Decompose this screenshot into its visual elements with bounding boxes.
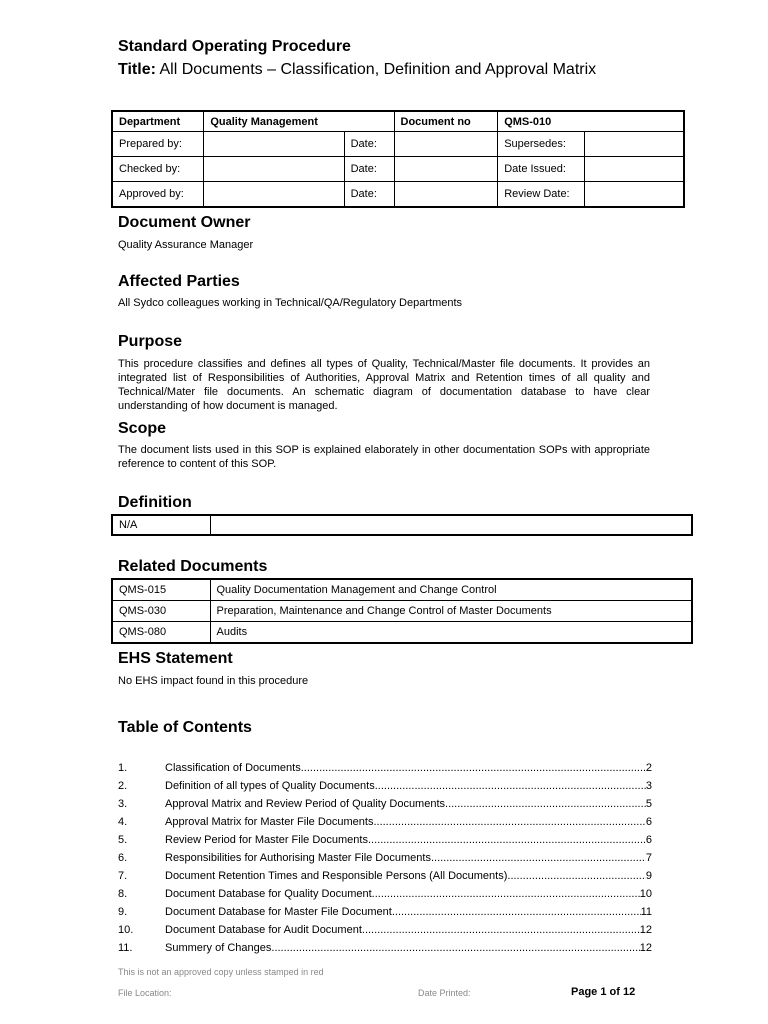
- department-value: Quality Management: [204, 111, 394, 132]
- toc-leader: [373, 816, 645, 828]
- ehs-heading: EHS Statement: [118, 650, 233, 667]
- document-title: [118, 61, 596, 79]
- toc-leader: [507, 870, 645, 882]
- related-doc-title: Quality Documentation Management and Change Control: [210, 579, 692, 601]
- toc-page: 12: [639, 924, 652, 936]
- toc-title: Classification of Documents: [165, 762, 301, 774]
- date-label: Date:: [344, 182, 394, 208]
- table-row: [112, 579, 692, 601]
- department-row: [112, 111, 684, 132]
- toc-entry[interactable]: [118, 903, 652, 921]
- toc-heading: Table of Contents: [118, 719, 252, 736]
- checked-row: [112, 157, 684, 182]
- toc-leader: [372, 888, 640, 900]
- affected-parties-text: All Sydco colleagues working in Technical/QA/Regulatory Departments: [118, 297, 463, 309]
- toc-title: Approval Matrix for Master File Documents: [165, 816, 374, 828]
- related-doc-title: Preparation, Maintenance and Change Control of Master Documents: [210, 601, 692, 622]
- toc-title: Responsibilities for Authorising Master File Documents: [165, 852, 431, 864]
- signature-cell: [204, 132, 344, 157]
- ehs-text: No EHS impact found in this procedure: [118, 675, 309, 687]
- toc-entry[interactable]: [118, 885, 652, 903]
- signature-cell: [204, 182, 344, 208]
- date-cell: [394, 157, 498, 182]
- toc-leader: [375, 780, 646, 792]
- table-row: [112, 622, 692, 644]
- toc-title: Definition of all types of Quality Documents: [165, 780, 375, 792]
- right-value-cell: [585, 182, 684, 208]
- purpose-heading: Purpose: [118, 333, 183, 350]
- right-value-cell: [585, 157, 684, 182]
- footer-copy-note: This is not an approved copy unless stamped in red: [118, 967, 324, 977]
- toc-leader: [301, 762, 646, 774]
- toc-entry[interactable]: [118, 813, 652, 831]
- definition-term: N/A: [112, 515, 210, 535]
- title-prefix: Title:: [118, 61, 156, 78]
- date-label: Date:: [344, 132, 394, 157]
- toc-entry[interactable]: [118, 831, 652, 849]
- purpose-text: This procedure classifies and defines all types of Quality, Technical/Master file documents. It provides an integrated list of Responsibilities of Authorities, Approval Matrix and Retention times of all quality and Technical/Mater file documents. An schematic diagram of documentation database to have clear understanding of how document is managed.: [118, 358, 650, 412]
- toc-number: 1.: [118, 762, 128, 774]
- sop-label: Standard Operating Procedure: [118, 38, 351, 55]
- toc-leader: [445, 798, 646, 810]
- toc-title: Document Database for Audit Document: [165, 924, 362, 936]
- table-of-contents: [118, 759, 652, 957]
- approved-row: [112, 182, 684, 208]
- toc-entry[interactable]: [118, 921, 652, 939]
- definition-heading: Definition: [118, 494, 192, 511]
- role-label: Approved by:: [112, 182, 204, 208]
- table-row: [112, 601, 692, 622]
- right-label: Review Date:: [498, 182, 585, 208]
- right-label: Date Issued:: [498, 157, 585, 182]
- date-cell: [394, 132, 498, 157]
- toc-number: 3.: [118, 798, 128, 810]
- department-label: Department: [112, 111, 204, 132]
- toc-title: Approval Matrix and Review Period of Quality Documents: [165, 798, 446, 810]
- toc-page: 5: [645, 798, 652, 810]
- toc-number: 8.: [118, 888, 128, 900]
- toc-entry[interactable]: [118, 867, 652, 885]
- toc-entry[interactable]: [118, 849, 652, 867]
- document-owner-heading: Document Owner: [118, 214, 251, 231]
- related-doc-code: QMS-080: [112, 622, 210, 644]
- toc-leader: [392, 906, 641, 918]
- related-documents-heading: Related Documents: [118, 558, 268, 575]
- toc-leader: [431, 852, 646, 864]
- toc-title: Document Retention Times and Responsible Persons (All Documents): [165, 870, 508, 882]
- prepared-row: [112, 132, 684, 157]
- toc-leader: [362, 924, 640, 936]
- toc-page: 11: [640, 906, 652, 918]
- title-text: All Documents – Classification, Definition and Approval Matrix: [159, 61, 597, 78]
- toc-page: 7: [645, 852, 652, 864]
- toc-number: 7.: [118, 870, 128, 882]
- toc-entry[interactable]: [118, 759, 652, 777]
- definition-desc: [210, 515, 692, 535]
- toc-leader: [271, 942, 639, 954]
- definition-table: [111, 514, 693, 536]
- date-cell: [394, 182, 498, 208]
- date-label: Date:: [344, 157, 394, 182]
- table-row: [112, 515, 692, 535]
- footer-date-printed: Date Printed:: [418, 988, 471, 998]
- toc-entry[interactable]: [118, 777, 652, 795]
- toc-page: 6: [645, 816, 652, 828]
- toc-title: Document Database for Master File Document: [165, 906, 392, 918]
- toc-number: 2.: [118, 780, 128, 792]
- toc-page: 9: [645, 870, 652, 882]
- document-no-value: QMS-010: [498, 111, 684, 132]
- footer-page-number: Page 1 of 12: [571, 986, 636, 998]
- toc-number: 11.: [118, 942, 133, 954]
- document-no-label: Document no: [394, 111, 498, 132]
- toc-number: 4.: [118, 816, 128, 828]
- toc-number: 10.: [118, 924, 134, 936]
- toc-number: 6.: [118, 852, 128, 864]
- scope-heading: Scope: [118, 420, 167, 437]
- right-value-cell: [585, 132, 684, 157]
- footer-file-location: File Location:: [118, 988, 172, 998]
- related-doc-code: QMS-030: [112, 601, 210, 622]
- toc-page: 6: [645, 834, 652, 846]
- toc-number: 5.: [118, 834, 128, 846]
- toc-page: 2: [645, 762, 652, 774]
- related-doc-code: QMS-015: [112, 579, 210, 601]
- signature-cell: [204, 157, 344, 182]
- toc-number: 9.: [118, 906, 128, 918]
- affected-parties-heading: Affected Parties: [118, 273, 240, 290]
- document-owner-text: Quality Assurance Manager: [118, 239, 254, 251]
- toc-entry[interactable]: [118, 939, 652, 957]
- related-documents-table: [111, 578, 693, 644]
- toc-page: 3: [645, 780, 652, 792]
- role-label: Prepared by:: [112, 132, 204, 157]
- role-label: Checked by:: [112, 157, 204, 182]
- scope-text: The document lists used in this SOP is explained elaborately in other documentation SOPs with appropriate reference to content of this SOP.: [118, 444, 650, 470]
- related-doc-title: Audits: [210, 622, 692, 644]
- right-label: Supersedes:: [498, 132, 585, 157]
- document-info-table: [111, 110, 685, 208]
- toc-entry[interactable]: [118, 795, 652, 813]
- toc-title: Document Database for Quality Document: [165, 888, 372, 900]
- toc-title: Summery of Changes: [165, 942, 272, 954]
- toc-page: 12: [639, 942, 652, 954]
- toc-leader: [368, 834, 646, 846]
- toc-title: Review Period for Master File Documents: [165, 834, 368, 846]
- toc-page: 10: [639, 888, 652, 900]
